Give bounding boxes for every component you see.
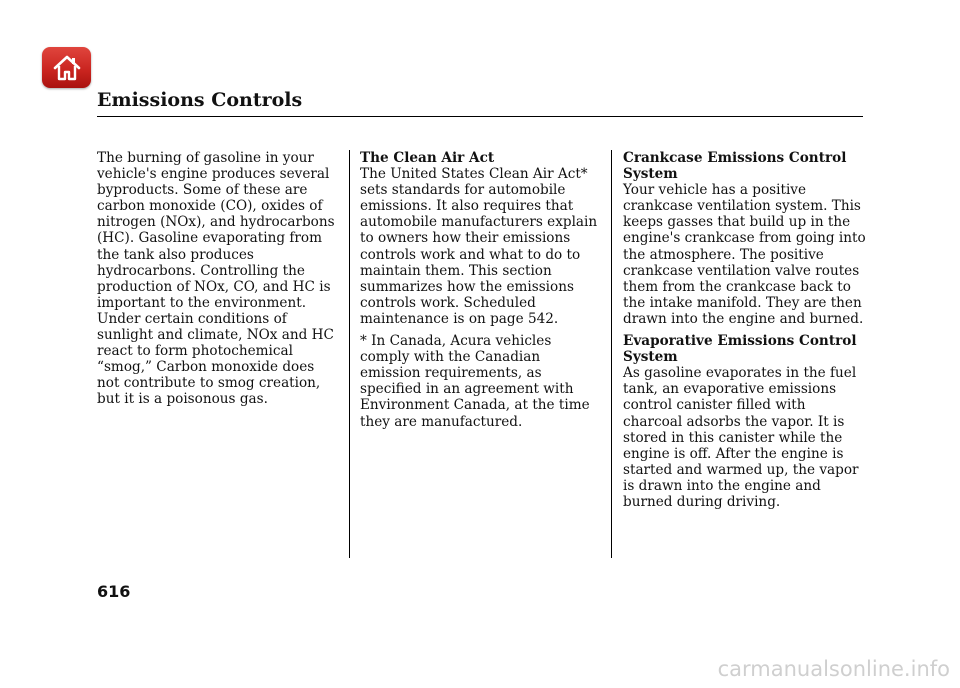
clean-air-act-paragraph: The United States Clean Air Act* sets standards for automobile emissions. It also requires that automobile manufacturers explain to owners how their emissions controls work and what to do to maintain them. This section summarizes how the emissions controls work. Scheduled maintenance is on page 542. bbox=[360, 166, 598, 327]
column-emission-systems bbox=[623, 150, 867, 510]
canada-footnote: * In Canada, Acura vehicles comply with the Canadian emission requirements, as specified in an agreement with Environment Canada, at the time they are manufactured. bbox=[360, 333, 590, 430]
intro-paragraph: The burning of gasoline in your vehicle's engine produces several byproducts. Some of these are carbon monoxide (CO), oxides of nitrogen (NOx), and hydrocarbons (HC). Gasoline evaporating from the tank also produces hydrocarbons. Controlling the production of NOx, CO, and HC is important to the environment. Under certain conditions of sunlight and climate, NOx and HC react to form photochemical “smog,” Carbon monoxide does not contribute to smog creation, but it is a poisonous gas. bbox=[97, 150, 335, 408]
evaporative-heading: Evaporative Emissions Control System bbox=[623, 333, 857, 366]
column-divider-1 bbox=[349, 150, 350, 558]
page-number: 616 bbox=[97, 582, 131, 601]
page-title: Emissions Controls bbox=[97, 89, 303, 111]
watermark: carmanualsonline.info bbox=[717, 657, 950, 681]
column-divider-2 bbox=[611, 150, 612, 558]
column-intro bbox=[97, 150, 339, 408]
home-button[interactable] bbox=[42, 47, 91, 88]
crankcase-heading: Crankcase Emissions Control System bbox=[623, 150, 847, 183]
clean-air-act-heading: The Clean Air Act bbox=[360, 150, 495, 166]
home-icon bbox=[52, 54, 82, 82]
crankcase-paragraph: Your vehicle has a positive crankcase ventilation system. This keeps gasses that build up in the engine's crankcase from going into the atmosphere. The positive crankcase ventilation valve routes them from the crankcase back to the intake manifold. They are then drawn into the engine and burned. bbox=[623, 182, 866, 327]
column-clean-air-act bbox=[360, 150, 602, 430]
title-divider bbox=[97, 116, 863, 117]
evaporative-paragraph: As gasoline evaporates in the fuel tank, an evaporative emissions control canister filled with charcoal adsorbs the vapor. It is stored in this canister while the engine is off. After the engine is started and warmed up, the vapor is drawn into the engine and burned during driving. bbox=[623, 365, 859, 510]
